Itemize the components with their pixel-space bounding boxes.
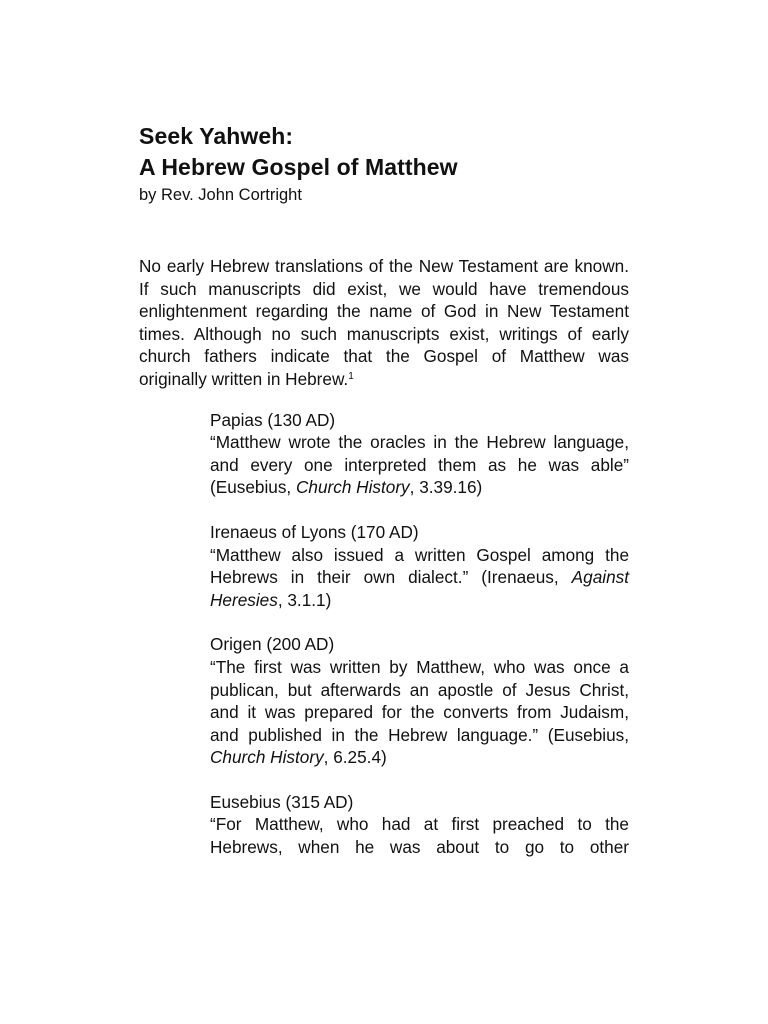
document-page	[139, 121, 629, 881]
quotes-list	[210, 409, 629, 859]
quote-block	[210, 409, 629, 499]
quote-source: Irenaeus of Lyons (170 AD)	[210, 521, 419, 542]
quote-text-part: “Matthew also issued a written Gospel among the Hebrews in their own dialect.” (Irenaeus,	[210, 544, 629, 588]
footnote-marker: 1	[348, 370, 354, 382]
quote-citation: , 3.39.16)	[409, 477, 483, 498]
quote-citation: , 3.1.1)	[277, 589, 332, 610]
quote-text-part: “For Matthew, who had at first preached to the Hebrews, when he was about to go to other	[210, 814, 629, 858]
title-line-2: A Hebrew Gospel of Matthew	[139, 154, 458, 180]
quote-source: Papias (130 AD)	[210, 409, 336, 430]
quote-citation: , 6.25.4)	[323, 747, 387, 768]
quote-work-title: Against Heresies	[210, 567, 629, 610]
quote-text-part: “Matthew wrote the oracles in the Hebrew language, and every one interpreted them as he was able” (Eusebius,	[210, 432, 629, 498]
quote-work-title: Church History	[210, 747, 324, 768]
quote-source: Origen (200 AD)	[210, 634, 335, 655]
quote-text	[210, 544, 629, 612]
quote-source: Eusebius (315 AD)	[210, 791, 354, 812]
quote-text	[210, 431, 629, 499]
quote-text-part: “The first was written by Matthew, who was once a publican, but afterwards an apostle of Jesus Christ, and it was prepared for the converts from Judaism, and published in the Hebrew language.” (Eusebius,	[210, 656, 629, 745]
document-header	[139, 121, 629, 207]
quote-text	[210, 813, 629, 858]
intro-text: No early Hebrew translations of the New Testament are known. If such manuscripts did exist, we would have tremendous enlightenment regarding the name of God in New Testament times. Although no such manuscripts exist, writings of early church fathers indicate that the Gospel of Matthew was originally written in Hebrew.	[139, 256, 629, 389]
quote-text	[210, 656, 629, 769]
author-byline: by Rev. John Cortright	[139, 186, 302, 204]
title-line-1: Seek Yahweh:	[139, 123, 294, 149]
quote-block	[210, 521, 629, 611]
quote-block	[210, 791, 629, 859]
intro-paragraph	[139, 255, 629, 391]
quote-block	[210, 633, 629, 769]
quote-work-title: Church History	[295, 477, 410, 498]
